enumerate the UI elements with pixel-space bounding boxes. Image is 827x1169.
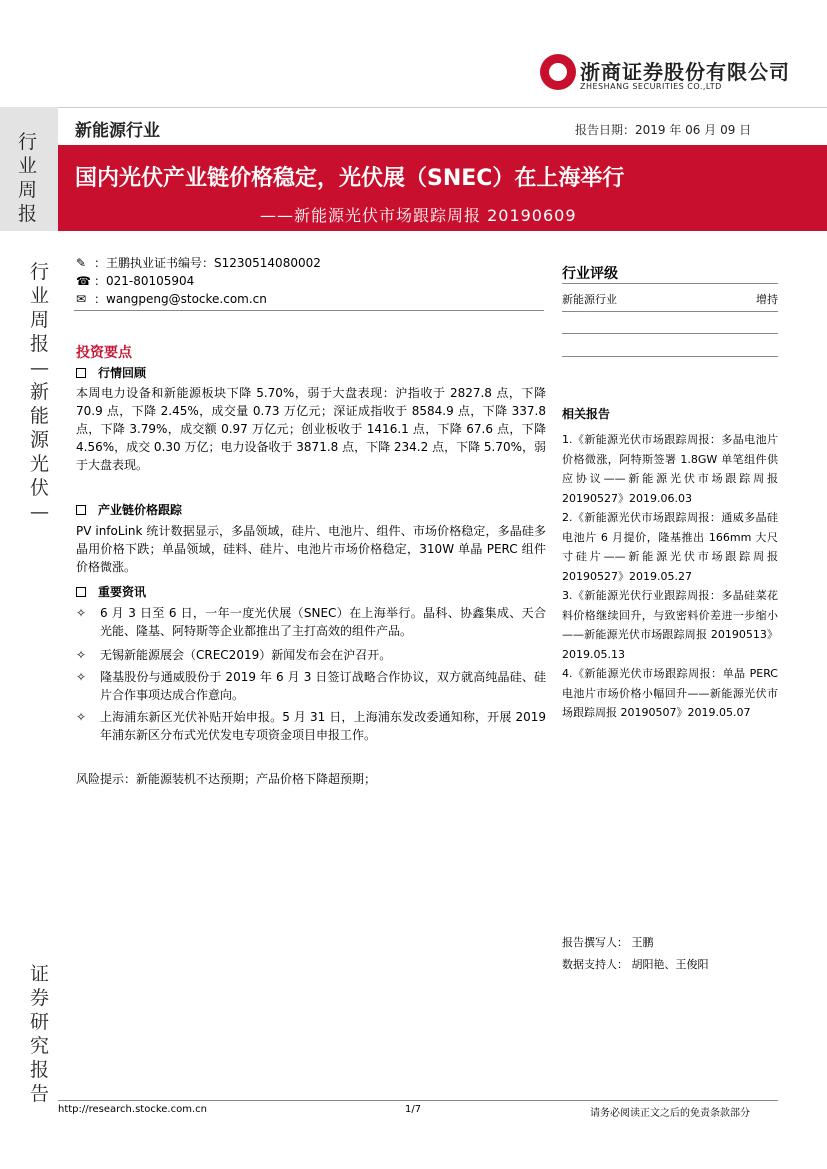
related-reports-list bbox=[562, 430, 778, 723]
related-report-item[interactable]: 3.《新能源光伏行业跟踪周报：多晶硅菜花料价格继续回升，与致密料价差进一步缩小——新能源光伏市场跟踪周报 20190513》2019.05.13 bbox=[562, 589, 778, 661]
report-subtitle: ——新能源光伏市场跟踪周报 20190609 bbox=[260, 206, 577, 225]
divider bbox=[562, 283, 778, 284]
related-reports-heading: 相关报告 bbox=[562, 407, 611, 421]
report-date: 报告日期：2019 年 06 月 09 日 bbox=[575, 123, 752, 137]
side-band-label: 行业周报 bbox=[18, 131, 38, 225]
rating-value: 增持 bbox=[756, 293, 778, 306]
contact-phone: ☎ ：021-80105904 bbox=[76, 274, 195, 288]
logo-mark-icon bbox=[540, 54, 576, 90]
news-item: ✧ 隆基股份与通威股份于 2019 年 6 月 3 日签订战略合作协议，双方就高纯晶硅、硅片合作事项达成合作意向。 bbox=[76, 670, 546, 702]
sector-label: 新能源行业 bbox=[75, 121, 160, 141]
report-title: 国内光伏产业链价格稳定，光伏展（SNEC）在上海举行 bbox=[75, 166, 625, 191]
section-chain-heading: 产业链价格跟踪 bbox=[76, 501, 182, 518]
diamond-bullet-icon: ✧ bbox=[76, 648, 87, 662]
related-report-item[interactable]: 4.《新能源光伏市场跟踪周报：单晶 PERC 电池片市场价格小幅回升——新能源光伏市场跟踪周报 20190507》2019.05.07 bbox=[562, 667, 778, 719]
section-news-heading: 重要资讯 bbox=[76, 583, 146, 600]
logo-name-cn: 浙商证券股份有限公司 bbox=[580, 60, 790, 84]
mail-icon: ✉ bbox=[76, 292, 87, 306]
diamond-bullet-icon: ✧ bbox=[76, 670, 87, 684]
footer-divider bbox=[58, 1100, 778, 1101]
footer-url[interactable]: http://research.stocke.com.cn bbox=[58, 1104, 207, 1115]
news-item: ✧ 6 月 3 日至 6 日，一年一度光伏展（SNEC）在上海举行。晶科、协鑫集成、天合光能、隆基、阿特斯等企业都推出了主打高效的组件产品。 bbox=[76, 606, 546, 638]
pen-icon: ✎ bbox=[76, 256, 87, 270]
related-report-item[interactable]: 2.《新能源光伏市场跟踪周报：通威多晶硅电池片 6 月提价，隆基推出 166mm 大尺寸硅片——新能源光伏市场跟踪周报 20190527》2019.05.27 bbox=[562, 511, 778, 583]
report-writer: 报告撰写人： 王鹏 bbox=[562, 936, 654, 949]
rating-sector: 新能源行业 bbox=[562, 293, 617, 306]
divider bbox=[562, 311, 778, 312]
risk-notice: 风险提示：新能源装机不达预期；产品价格下降超预期； bbox=[76, 772, 377, 786]
investment-highlights-heading: 投资要点 bbox=[76, 345, 132, 361]
page-number: 1/7 bbox=[405, 1104, 422, 1115]
vertical-report-type: 证券研究报告 bbox=[30, 963, 50, 1105]
footer-disclaimer: 请务必阅读正文之后的免责条款部分 bbox=[590, 1108, 750, 1119]
vertical-category-label: 行业周报—新能源光伏— bbox=[30, 261, 50, 523]
checkbox-bullet-icon bbox=[76, 368, 86, 378]
news-item: ✧ 上海浦东新区光伏补贴开始申报。5 月 31 日，上海浦东发改委通知称，开展 2019 年浦东新区分布式光伏发电专项资金项目申报工作。 bbox=[76, 710, 546, 742]
contact-license: ✎ ：王鹏执业证书编号：S1230514080002 bbox=[76, 256, 321, 270]
contact-email[interactable]: ✉ ：wangpeng@stocke.com.cn bbox=[76, 292, 267, 306]
news-item: ✧ 无锡新能源展会（CREC2019）新闻发布会在沪召开。 bbox=[76, 648, 392, 662]
divider bbox=[562, 356, 778, 357]
rating-row bbox=[562, 291, 778, 307]
section-market-heading: 行情回顾 bbox=[76, 364, 146, 381]
diamond-bullet-icon: ✧ bbox=[76, 606, 87, 620]
divider bbox=[562, 333, 778, 334]
checkbox-bullet-icon bbox=[76, 505, 86, 515]
related-report-item[interactable]: 1.《新能源光伏市场跟踪周报：多晶电池片价格微涨，阿特斯签署 1.8GW 单笔组件供应协议——新能源光伏市场跟踪周报 20190527》2019.06.03 bbox=[562, 433, 778, 505]
divider bbox=[74, 310, 544, 311]
rating-heading: 行业评级 bbox=[562, 266, 618, 282]
data-supporters: 数据支持人： 胡阳艳、王俊阳 bbox=[562, 958, 709, 971]
section-market-body: 本周电力设备和新能源板块下降 5.70%，弱于大盘表现：沪指收于 2827.8 点，下降 70.9 点，下降 2.45%，成交量 0.73 万亿元；深证成指收于 8584.9 点，下降 337.8 点，下降 3.79%，成交额 0.97 万亿元；创业板收于 1416.1 点，下降 67.6 点，下降 4.56%，成交 0.30 万亿；电力设备收于 3871.8 点，下降 234.2 点，下降 5.70%，弱于大盘表现。 bbox=[76, 386, 547, 472]
company-logo bbox=[540, 52, 790, 98]
section-chain-body: PV infoLink 统计数据显示，多晶领域，硅片、电池片、组件、市场价格稳定，多晶硅多晶用价格下跌；单晶领域，硅料、硅片、电池片市场价格稳定，310W 单晶 PERC 组件价格微涨。 bbox=[76, 524, 546, 574]
phone-icon: ☎ bbox=[76, 274, 91, 288]
diamond-bullet-icon: ✧ bbox=[76, 710, 87, 724]
checkbox-bullet-icon bbox=[76, 587, 86, 597]
logo-name-en: ZHESHANG SECURITIES CO.,LTD bbox=[580, 82, 722, 91]
